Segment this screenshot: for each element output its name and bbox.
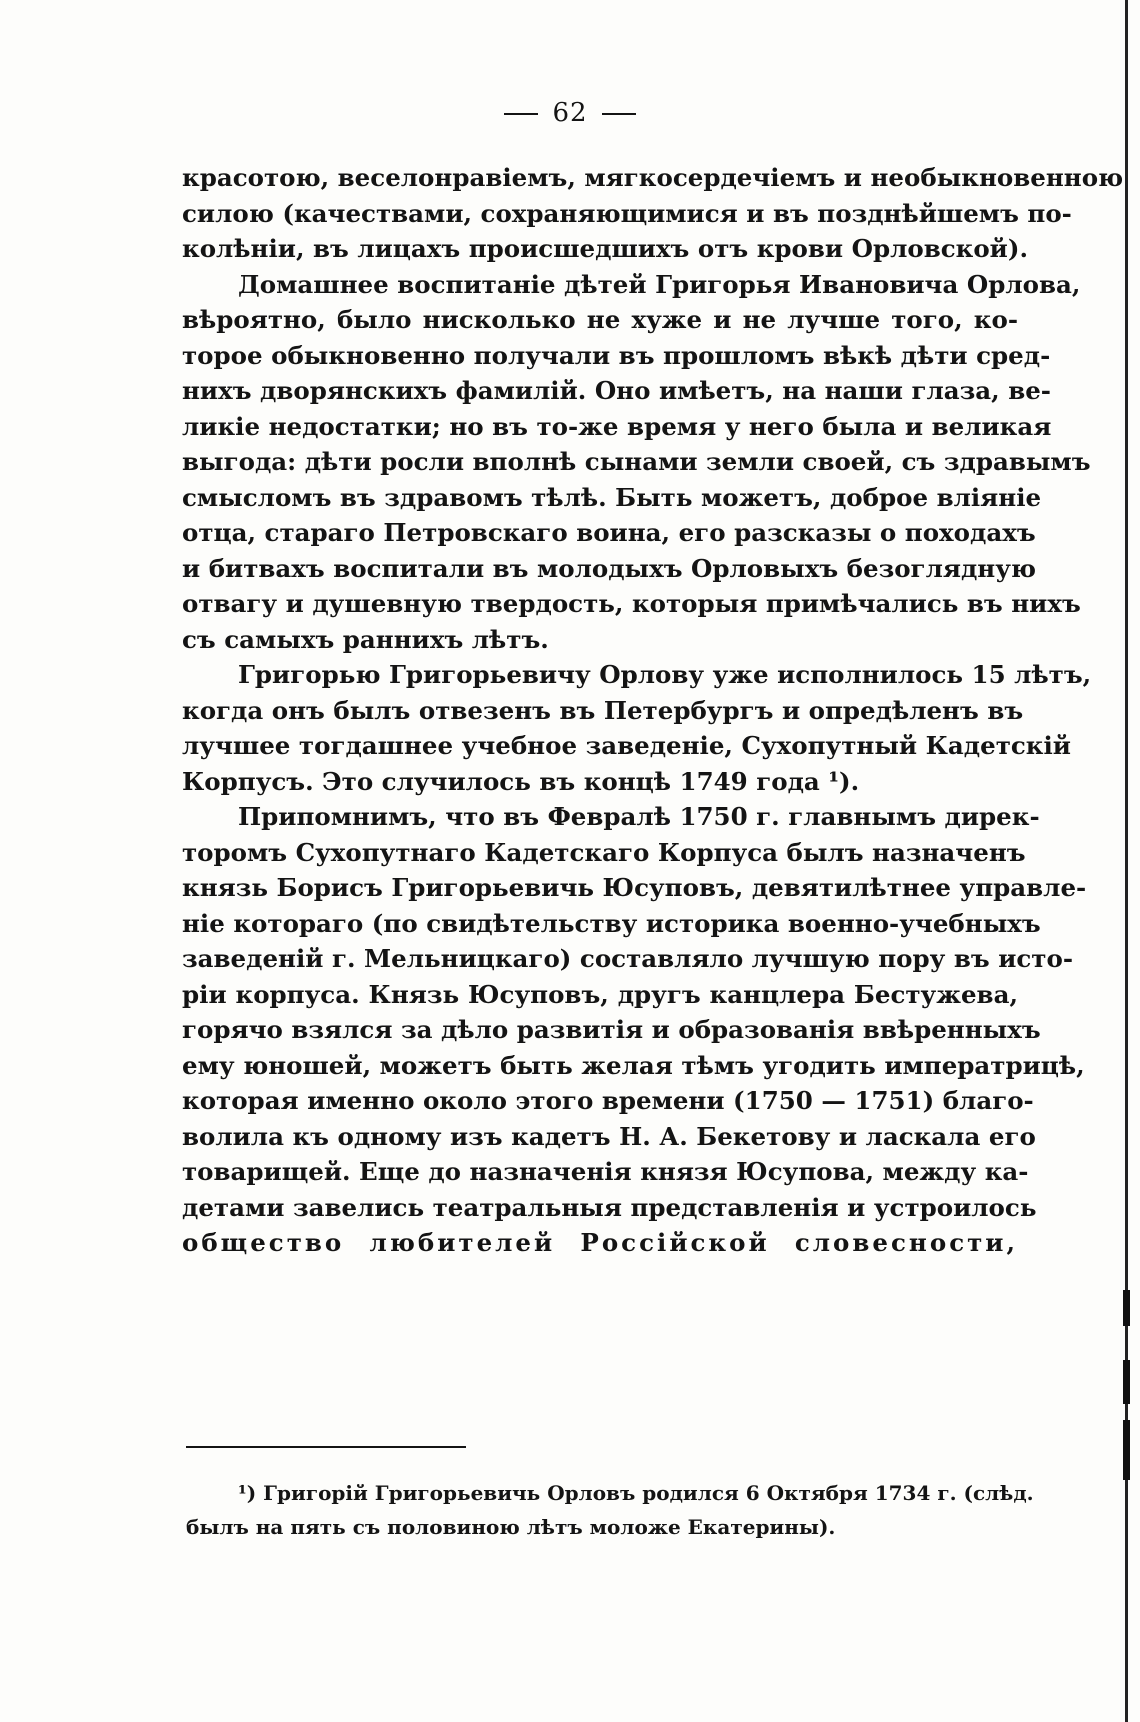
text-line: съ самыхъ раннихъ лѣтъ. [182, 624, 549, 654]
footnote-line: былъ на пять съ половиною лѣтъ моложе Екатерины). [186, 1515, 836, 1539]
footnote [186, 1476, 1034, 1544]
dash-right-decoration [602, 113, 636, 115]
text-line: Домашнее воспитаніе дѣтей Григорья Ивановича Орлова, [238, 269, 1081, 299]
page-edge-mark [1123, 1420, 1130, 1480]
page-number-value: 62 [552, 98, 588, 128]
text-line: ему юношей, можетъ быть желая тѣмъ угодить императрицѣ, [182, 1050, 1085, 1080]
text-line: нихъ дворянскихъ фамилій. Оно имѣетъ, на наши глаза, ве- [182, 376, 1051, 405]
text-line: Припомнимъ, что въ Февралѣ 1750 г. главнымъ дирек- [238, 802, 1040, 831]
text-line: смысломъ въ здравомъ тѣлѣ. Быть можетъ, доброе вліяніе [182, 482, 1042, 512]
footnote-rule [186, 1446, 466, 1448]
text-line: Корпусъ. Это случилось въ концѣ 1749 года ¹). [182, 766, 860, 796]
footnote-line: ¹) Григорій Григорьевичь Орловъ родился 6 Октября 1734 г. (слѣд. [238, 1481, 1034, 1505]
text-line: когда онъ былъ отвезенъ въ Петербургъ и опредѣленъ въ [182, 695, 1024, 725]
text-line: вѣроятно, было нисколько не хуже и не лучше того, ко- [182, 305, 1018, 334]
text-line: отца, стараго Петровскаго воина, его разсказы о походахъ [182, 518, 1036, 547]
page-edge-mark [1123, 1360, 1130, 1404]
text-line: князь Борисъ Григорьевичь Юсуповъ, девятилѣтнее управле- [182, 873, 1087, 902]
text-line: волила къ одному изъ кадетъ Н. А. Бекетову и ласкала его [182, 1121, 1036, 1151]
text-line: лучшее тогдашнее учебное заведеніе, Сухопутный Кадетскій [182, 731, 1071, 760]
main-text [182, 160, 1124, 1261]
text-line: выгода: дѣти росли вполнѣ сынами земли своей, съ здравымъ [182, 447, 1091, 476]
text-line: красотою, веселонравіемъ, мягкосердечіемъ и необыкновенною [182, 163, 1124, 192]
text-line: и битвахъ воспитали въ молодыхъ Орловыхъ безоглядную [182, 553, 1037, 583]
text-line: горячо взялся за дѣло развитія и образованія ввѣренныхъ [182, 1015, 1041, 1044]
text-line: детами завелись театральныя представленія и устроилось [182, 1192, 1037, 1222]
text-line: отвагу и душевную твердость, которыя примѣчались въ нихъ [182, 589, 1081, 618]
text-line: колѣніи, въ лицахъ происшедшихъ отъ крови Орловской). [182, 234, 1028, 263]
text-line: товарищей. Еще до назначенія князя Юсупова, между ка- [182, 1157, 1029, 1186]
page-number [0, 98, 1140, 128]
text-line: силою (качествами, сохраняющимися и въ позднѣйшемъ по- [182, 198, 1072, 228]
text-line: ніе котораго (по свидѣтельству историка военно-учебныхъ [182, 908, 1041, 938]
text-line: ріи корпуса. Князь Юсуповъ, другъ канцлера Бестужева, [182, 979, 1018, 1009]
text-line: Григорью Григорьевичу Орлову уже исполнилось 15 лѣтъ, [238, 660, 1092, 689]
text-line: которая именно около этого времени (1750 — 1751) благо- [182, 1086, 1034, 1115]
page-edge-mark [1123, 1290, 1130, 1326]
text-line: ликіе недостатки; но въ то-же время у него была и великая [182, 411, 1052, 441]
text-line: торомъ Сухопутнаго Кадетскаго Корпуса былъ назначенъ [182, 837, 1026, 867]
text-line: заведеній г. Мельницкаго) составляло лучшую пору въ исто- [182, 944, 1073, 973]
text-line: торое обыкновенно получали въ прошломъ вѣкѣ дѣти сред- [182, 340, 1051, 370]
dash-left-decoration [504, 113, 538, 115]
text-line: общество любителей Россійской словесности, [182, 1228, 1018, 1257]
